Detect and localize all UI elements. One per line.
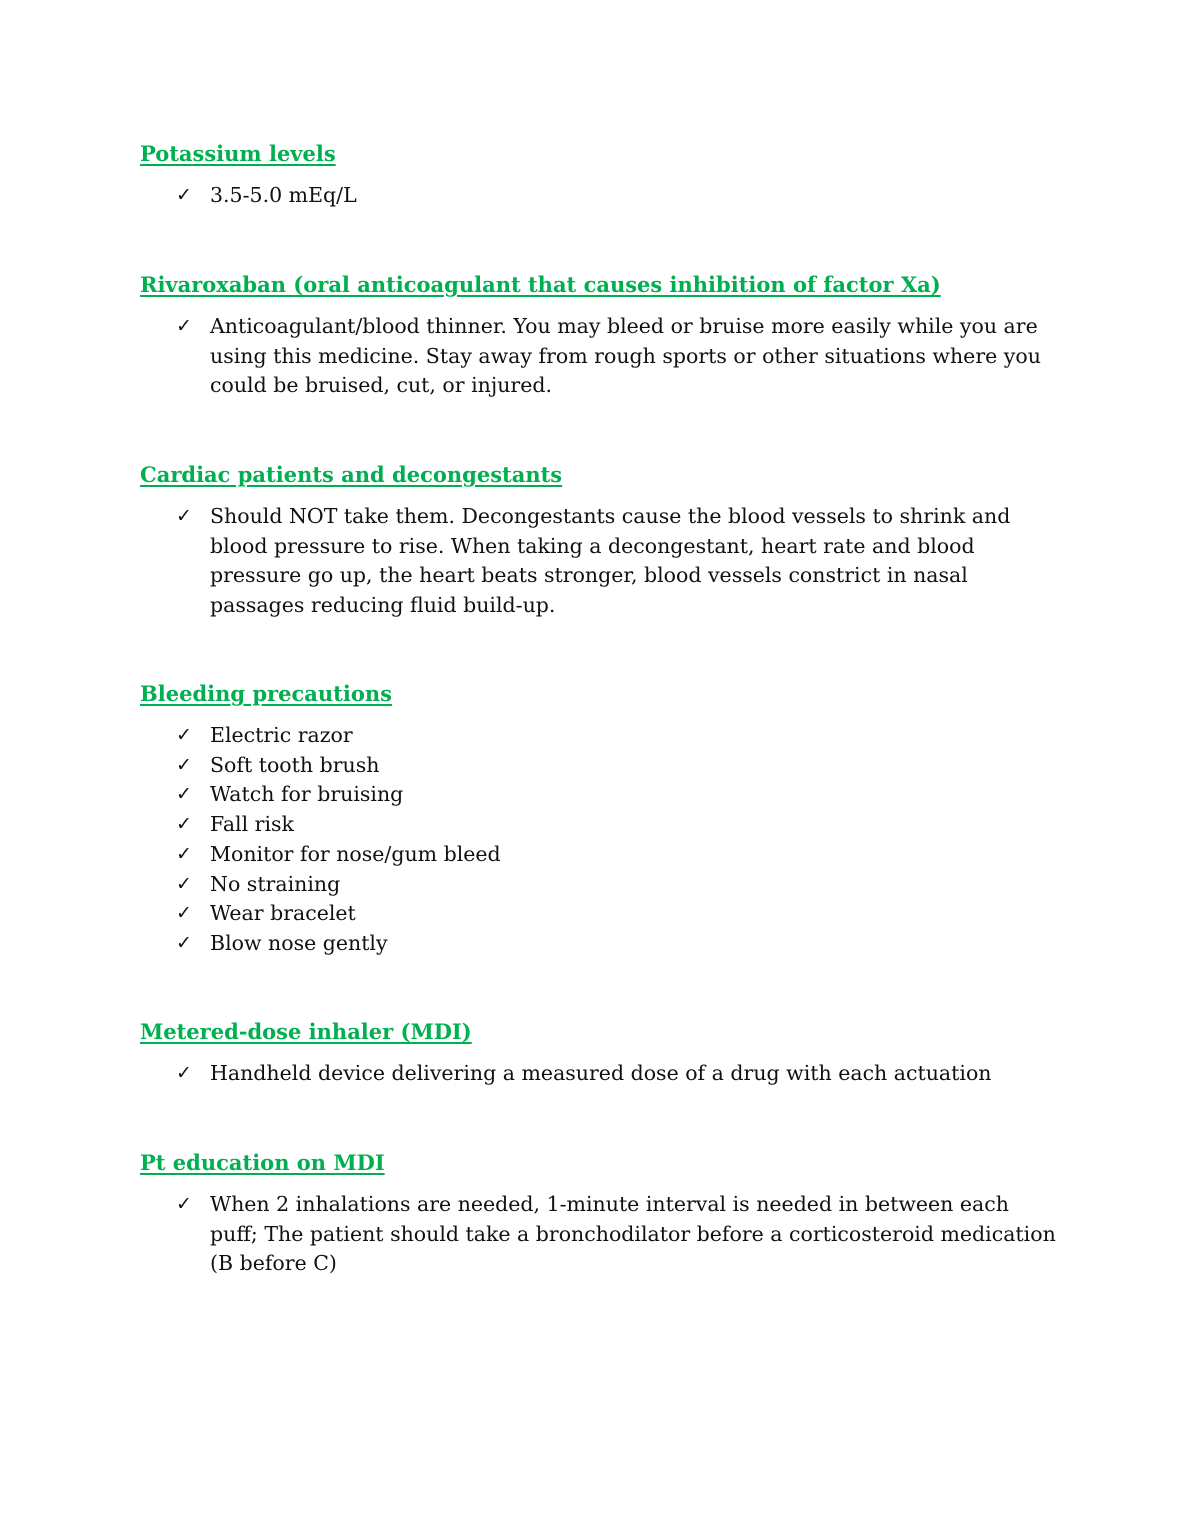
section-heading: Cardiac patients and decongestants (140, 462, 563, 487)
list-item (140, 1059, 1060, 1089)
checkmark-icon: ✓ (176, 753, 192, 776)
checklist (140, 312, 1060, 401)
checkmark-icon: ✓ (176, 1062, 192, 1084)
list-item-text: Wear bracelet (210, 901, 356, 926)
list-item-text: No straining (210, 871, 341, 896)
list-item (140, 721, 1060, 751)
checkmark-icon: ✓ (176, 842, 192, 865)
list-item (140, 870, 1060, 900)
section-heading: Potassium levels (140, 141, 336, 166)
section-metered-dose-inhaler (140, 1018, 1060, 1089)
list-item (140, 899, 1060, 929)
section-pt-education-mdi (140, 1149, 1060, 1279)
list-item-text: Monitor for nose/gum bleed (210, 841, 501, 866)
checkmark-icon: ✓ (176, 1193, 192, 1215)
list-item-text: Blow nose gently (210, 930, 388, 955)
checklist (140, 1059, 1060, 1089)
list-item-text: 3.5-5.0 mEq/L (210, 183, 357, 207)
section-heading: Bleeding precautions (140, 681, 392, 706)
list-item (140, 312, 1060, 401)
list-item-text: Anticoagulant/blood thinner. You may bleed or bruise more easily while you are using this medicine. Stay away from rough sports or other situations where you could be bruised, cut, or injured. (210, 314, 1041, 398)
list-item-text: When 2 inhalations are needed, 1-minute interval is needed in between each puff; The patient should take a bronchodilator before a corticosteroid medication (B before C) (210, 1192, 1056, 1276)
checklist (140, 721, 1060, 959)
checklist (140, 1190, 1060, 1279)
list-item-text: Soft tooth brush (210, 752, 380, 777)
list-item-text: Handheld device delivering a measured dose of a drug with each actuation (210, 1061, 992, 1085)
list-item (140, 181, 1060, 211)
section-potassium-levels (140, 140, 1060, 211)
checklist (140, 502, 1060, 621)
checkmark-icon: ✓ (176, 724, 192, 746)
list-item (140, 840, 1060, 870)
section-cardiac-decongestants (140, 461, 1060, 621)
section-heading: Rivaroxaban (oral anticoagulant that causes inhibition of factor Xa) (140, 272, 941, 297)
list-item (140, 751, 1060, 781)
checkmark-icon: ✓ (176, 505, 192, 527)
section-heading: Pt education on MDI (140, 1150, 385, 1175)
list-item (140, 1190, 1060, 1279)
checkmark-icon: ✓ (176, 931, 192, 954)
section-bleeding-precautions (140, 680, 1060, 959)
section-rivaroxaban (140, 271, 1060, 401)
checkmark-icon: ✓ (176, 315, 192, 337)
checkmark-icon: ✓ (176, 184, 192, 206)
list-item-text: Should NOT take them. Decongestants cause the blood vessels to shrink and blood pressure to rise. When taking a decongestant, heart rate and blood pressure go up, the heart beats stronger, blood vessels constrict in nasal passages reducing fluid build-up. (210, 504, 1011, 618)
checkmark-icon: ✓ (176, 813, 192, 836)
list-item-text: Fall risk (210, 812, 294, 837)
list-item (140, 780, 1060, 810)
checklist (140, 181, 1060, 211)
list-item (140, 502, 1060, 621)
list-item-text: Watch for bruising (210, 782, 404, 807)
section-heading: Metered-dose inhaler (MDI) (140, 1019, 472, 1044)
checkmark-icon: ✓ (176, 872, 192, 895)
list-item (140, 810, 1060, 840)
list-item (140, 929, 1060, 959)
checkmark-icon: ✓ (176, 902, 192, 925)
list-item-text: Electric razor (210, 723, 353, 747)
checkmark-icon: ✓ (176, 783, 192, 806)
